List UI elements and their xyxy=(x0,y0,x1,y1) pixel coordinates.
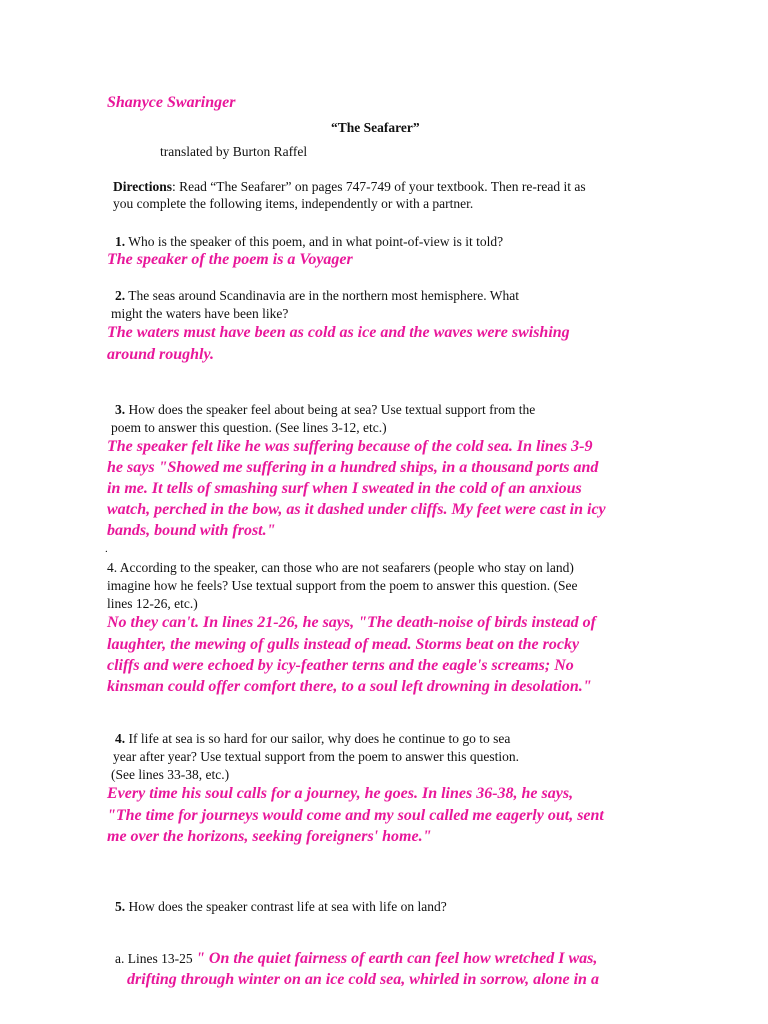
answer-3-line-4: watch, perched in the bow, as it dashed under cliffs. My feet were cast in icy xyxy=(107,501,606,518)
translator-line: translated by Burton Raffel xyxy=(160,144,308,159)
question-2-line-1: 2. The seas around Scandinavia are in the northern most hemisphere. What xyxy=(115,288,520,303)
question-4b-line-1: 4. If life at sea is so hard for our sailor, why does he continue to go to sea xyxy=(115,731,511,746)
answer-4-line-3: cliffs and were echoed by icy-feather terns and the eagle's screams; No xyxy=(107,657,574,674)
answer-4b-line-2: "The time for journeys would come and my soul called me eagerly out, sent xyxy=(107,807,604,824)
answer-4-line-4: kinsman could offer comfort there, to a soul left drowning in desolation." xyxy=(107,678,592,695)
question-4-line-3: lines 12-26, etc.) xyxy=(107,596,198,611)
author-name: Shanyce Swaringer xyxy=(107,94,236,111)
poem-title: “The Seafarer” xyxy=(331,120,420,135)
question-3-line-1: 3. How does the speaker feel about being at sea? Use textual support from the xyxy=(115,402,536,417)
answer-3-line-5: bands, bound with frost." xyxy=(107,522,276,539)
answer-3-line-1: The speaker felt like he was suffering because of the cold sea. In lines 3-9 xyxy=(107,438,593,455)
answer-2-line-2: around roughly. xyxy=(107,346,214,363)
question-5a-line-1: a. Lines 13-25 " On the quiet fairness of earth can feel how wretched I was, xyxy=(115,950,598,967)
answer-3-line-3: in me. It tells of smashing surf when I sweated in the cold of an anxious xyxy=(107,480,582,497)
answer-4-line-2: laughter, the mewing of gulls instead of mead. Storms beat on the rocky xyxy=(107,636,580,653)
answer-2-line-1: The waters must have been as cold as ice and the waves were swishing xyxy=(107,324,570,341)
question-5a-line-2: drifting through winter on an ice cold sea, whirled in sorrow, alone in a xyxy=(127,971,599,988)
question-4b-line-2: year after year? Use textual support from the poem to answer this question. xyxy=(113,749,519,764)
question-4-line-2: imagine how he feels? Use textual support from the poem to answer this question. (See xyxy=(107,578,578,593)
stray-dot: . xyxy=(105,543,108,555)
answer-1: The speaker of the poem is a Voyager xyxy=(107,251,353,268)
question-3-line-2: poem to answer this question. (See lines 3-12, etc.) xyxy=(111,420,387,435)
answer-4b-line-3: me over the horizons, seeking foreigners' home." xyxy=(107,828,432,845)
directions-line-1: Directions: Read “The Seafarer” on pages 747-749 of your textbook. Then re-read it as xyxy=(113,179,586,194)
question-5: 5. How does the speaker contrast life at sea with life on land? xyxy=(115,899,447,914)
question-2-line-2: might the waters have been like? xyxy=(111,306,289,321)
answer-4b-line-1: Every time his soul calls for a journey, he goes. In lines 36-38, he says, xyxy=(107,785,574,802)
answer-4-line-1: No they can't. In lines 21-26, he says, "The death-noise of birds instead of xyxy=(107,614,596,631)
question-1: 1. Who is the speaker of this poem, and in what point-of-view is it told? xyxy=(115,234,504,249)
directions-line-2: you complete the following items, independently or with a partner. xyxy=(113,196,474,211)
question-4-line-1: 4. According to the speaker, can those who are not seafarers (people who stay on land) xyxy=(107,560,574,575)
directions-label: Directions xyxy=(113,179,172,194)
question-4b-line-3: (See lines 33-38, etc.) xyxy=(111,767,230,782)
answer-3-line-2: he says "Showed me suffering in a hundred ships, in a thousand ports and xyxy=(107,459,599,476)
